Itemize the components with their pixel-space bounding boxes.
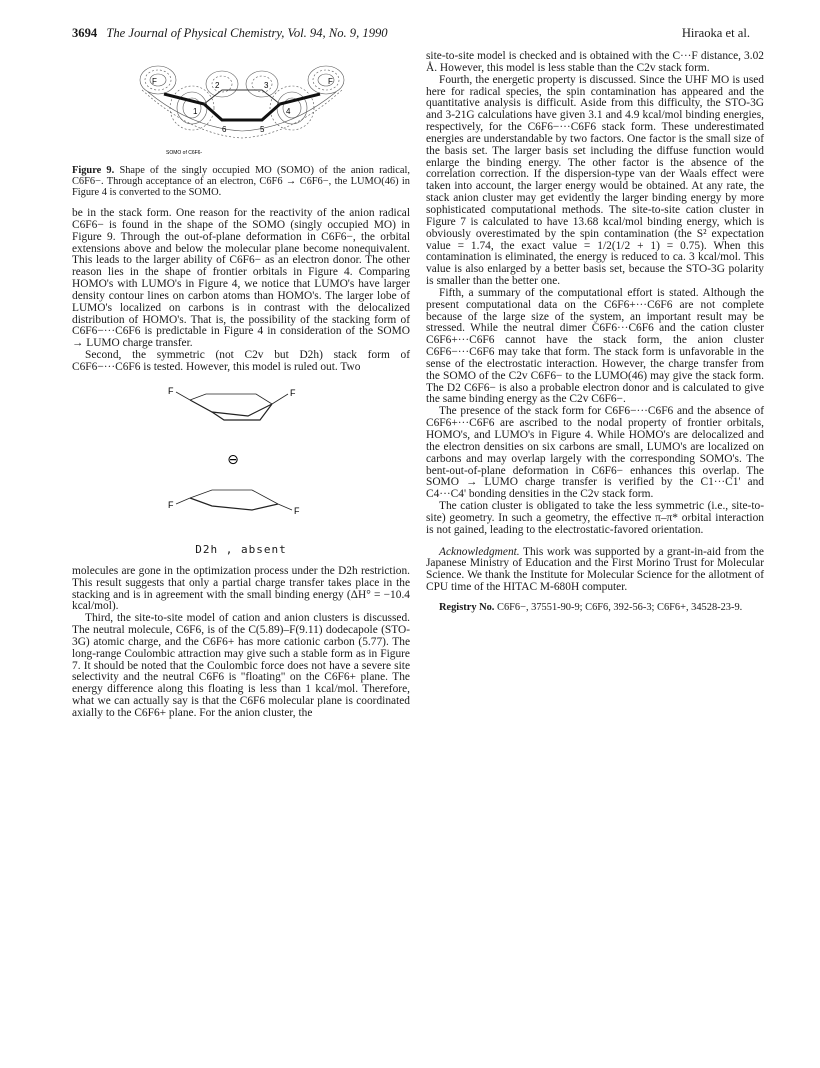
anion-charge-symbol: ⊖ [227,451,239,468]
atom-label-f-right: F [328,77,333,86]
left-paragraph-2: Second, the symmetric (not C2v but D2h) stack form of C6F6−···C6F6 is tested. However, this model is ruled out. Two [72,349,410,373]
d2h-absent-caption: D2h , absent [195,542,287,556]
atom-label-5: 5 [260,125,265,134]
figure-9-caption-label: Figure 9. [72,165,115,176]
running-header-authors: Hiraoka et al. [681,26,750,40]
left-paragraph-3: molecules are gone in the optimization process under the D2h restriction. This result suggests that only a partial charge transfer takes place in the stacking and is in agreement with the small binding energy (ΔH° = −10.4 kcal/mol). [72,564,410,613]
d2h-stack-figure [72,380,410,558]
figure-9-caption [72,165,410,198]
left-column [72,60,410,720]
acknowledgment [426,547,764,594]
d2h-label-f-2: F [290,387,296,398]
acknowledgment-text: This work was supported by a grant-in-aid from the Japanese Ministry of Education and the First Morino Trust for Molecular Science. We thank the Institute for Molecular Science for the allotment of CPU time of the HITAC M-680H computer. [426,545,764,594]
atom-label-f-left: F [152,77,157,86]
figure-9-somo-contour [72,60,410,163]
atom-label-1: 1 [193,107,198,116]
registry-text: C6F6−, 37551-90-9; C6F6, 392-56-3; C6F6+, 34528-23-9. [497,601,743,613]
d2h-stack-diagram [72,380,410,545]
journal-name: The Journal of Physical Chemistry, Vol. 94, No. 9, 1990 [106,26,388,40]
atom-label-4: 4 [286,107,291,116]
registry-label: Registry No. [439,601,495,613]
right-paragraph-3: Fifth, a summary of the computational effort is stated. Although the present computational data on the C6F6+···C6F6 are not complete because of the large size of the system, an important result may be stressed. While the neutral dimer C6F6···C6F6 and the cation cluster C6F6+···C6F6 cannot have the stack form, the anion cluster C6F6−···C6F6 may take that form. The stack form is unfavorable in the sense of the electrostatic interaction. However, the charge transfer from the SOMO of the C2v C6F6− to the LUMO(46) may give the stack form. The D2 C6F6− is also a probable electron donor and is calculated to give the same binding energy as the C2v C6F6−. [426,286,764,406]
left-paragraph-4: Third, the site-to-site model of cation and anion clusters is discussed. The neutral molecule, C6F6, is of the C(5.89)–F(9.11) dodecapole (STO-3G) atomic charge, and the C6F6+ has more cationic carbon (5.77). The long-range Coulombic attraction may give such a stable form as in Figure 7. It should be noted that the Coulombic force does not have a severe site selectivity and the neutral C6F6 is "floating" on the C6F6+ plane. The energy difference along this floating is less than 1 kcal/mol. Therefore, what we can actually say is that the C6F6 molecular plane is coordinated axially to the C6F6+ plane. For the anion cluster, the [72,612,410,719]
somo-plot-label: SOMO of C6F6- [166,150,203,156]
right-column [426,51,764,614]
d2h-label-f-4: F [294,505,300,516]
d2h-label-f-1: F [168,385,174,396]
running-header-left [72,26,388,40]
acknowledgment-label: Acknowledgment. [439,545,520,558]
left-paragraph-1: be in the stack form. One reason for the reactivity of the anion radical C6F6− is found in the shape of the SOMO (singly occupied MO) in Figure 9. Through the out-of-plane deformation in C6F6−, the orbital extensions above and below the molecular plane become nonequivalent. This leads to the larger ability of C6F6− as an electron donor. The other reason lies in the shape of frontier orbitals in Figure 4. Comparing HOMO's with LUMO's in Figure 4, we notice that LUMO's have larger density contour lines on carbon atoms than HOMO's. The larger lobe of LUMO's localized on carbons is in contrast with the delocalized distribution of HOMO's. That is, the possibility of the stacking form of C6F6−···C6F6 is predictable in Figure 4 in consideration of the SOMO → LUMO charge transfer. [72,207,410,350]
somo-contour-plot [72,60,410,163]
right-paragraph-1: site-to-site model is checked and is obtained with the C···F distance, 3.02 Å. However, this model is less stable than the C2v stack form. [426,50,764,74]
right-paragraph-2: Fourth, the energetic property is discussed. Since the UHF MO is used here for radical species, the spin contamination has appeared and the quantitative analysis is difficult. Aside from this difficulty, the STO-3G and 3-21G calculations have given 3.1 and 4.9 kcal/mol binding energies, respectively, for the C6F6−···C6F6 stack form. These underestimated energies are understandable by two factors. One factor is the small size of the basis set. The larger basis set including the diffuse function would enlarge the binding energy. The other factor is the absence of the correlation correction. If the dispersion-type van der Waals effect were taken into account, the larger energy would be obtained. At any rate, the stack anion cluster may get evidently the larger binding energy by more sophisticated computational methods. The site-to-site cation cluster in Figure 7 is calculated to have 13.68 kcal/mol binding energy, which is obviously overestimated by the spin contamination (the S² expectation value = 1.74, the exact value = 1/2(1/2 + 1) = 0.75). When this contamination is eliminated, the energy is reduced to ca. 3 kcal/mol. This value is also enlarged by a better basis set, because the STO-3G polarity is smaller than the better one. [426,73,764,288]
right-paragraph-4: The presence of the stack form for C6F6−···C6F6 and the absence of C6F6+···C6F6 are ascribed to the nodal property of frontier orbitals, HOMO's, and LUMO's in Figure 4. While HOMO's are delocalized and the electron densities on six carbons are small, LUMO's are localized on carbons and may overlap largely with the corresponding SOMO's. The bent-out-of-plane deformation in C6F6− enhances this overlap. The SOMO → LUMO charge transfer is verified by the C1···C1' and C4···C4' bonding densities in the C2v stack form. [426,405,764,501]
d2h-label-f-3: F [168,499,174,510]
page-number: 3694 [72,26,98,40]
atom-label-2: 2 [215,81,220,90]
atom-label-6: 6 [222,125,227,134]
atom-label-3: 3 [264,81,269,90]
right-paragraph-5: The cation cluster is obligated to take the less symmetric (i.e., site-to-site) geometry. In such a geometry, the effective π–π* orbital interaction is not gained, leading to the electrostatic-favored orientation. [426,500,764,536]
registry-numbers [426,602,764,614]
figure-9-caption-text: Shape of the singly occupied MO (SOMO) of the anion radical, C6F6−. Through acceptance of an electron, C6F6 → C6F6−, the LUMO(46) in Figure 4 is converted to the SOMO. [72,165,410,198]
